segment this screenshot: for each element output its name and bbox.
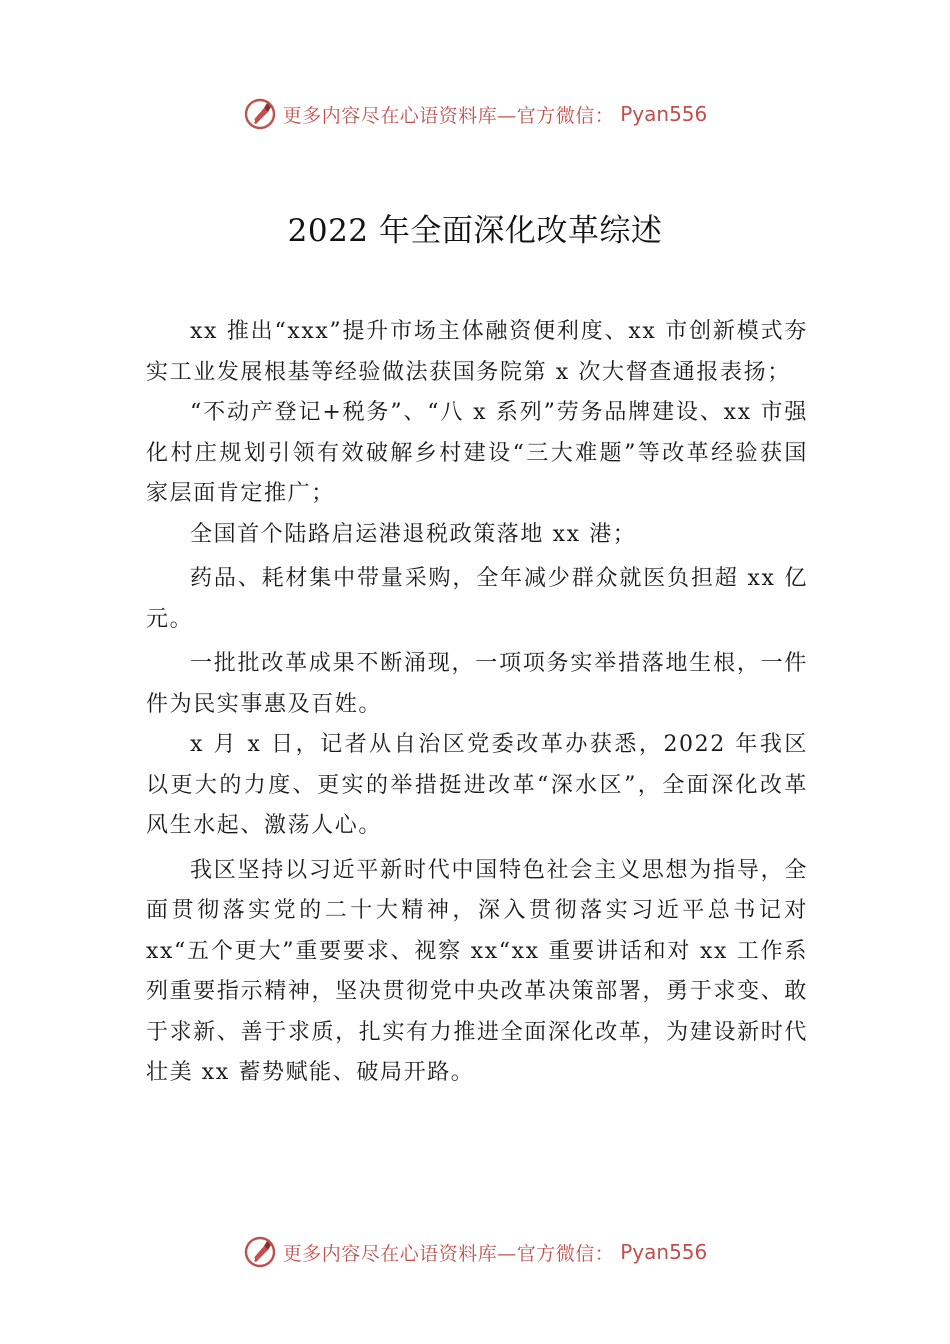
header-banner <box>0 92 950 136</box>
paragraph: 一批批改革成果不断涌现，一项项务实举措落地生根，一件件为民实事惠及百姓。 <box>146 651 808 717</box>
paragraph: xx 推出“xxx”提升市场主体融资便利度、xx 市创新模式夯实工业发展根基等经验做法获国务院第 x 次大督查通报表扬； <box>146 319 808 385</box>
wechat-id: Pyan556 <box>620 102 708 126</box>
banner-text: 更多内容尽在心语资料库—官方微信： <box>282 1242 615 1265</box>
wechat-id: Pyan556 <box>620 1240 708 1264</box>
paragraph: 我区坚持以习近平新时代中国特色社会主义思想为指导，全面贯彻落实党的二十大精神，深入贯彻落实习近平总书记对 xx“五个更大”重要要求、视察 xx“xx 重要讲话和对 xx 工作系列重要指示精神，坚决贯彻党中央改革决策部署，勇于求变、敢于求新、善于求质，扎实有力推进全面深化改革，为建设新时代壮美 xx 蓄势赋能、破局开路。 <box>146 857 808 1085</box>
pen-nib-logo-icon <box>243 1235 277 1269</box>
paragraph: x 月 x 日，记者从自治区党委改革办获悉，2022 年我区以更大的力度、更实的举措挺进改革“深水区”，全面深化改革风生水起、激荡人心。 <box>146 732 808 838</box>
paragraph: 药品、耗材集中带量采购，全年减少群众就医负担超 xx 亿元。 <box>146 566 808 632</box>
document-body <box>146 312 808 1094</box>
pen-nib-logo-icon <box>243 97 277 131</box>
banner-text: 更多内容尽在心语资料库—官方微信： <box>282 104 615 127</box>
footer-banner <box>0 1230 950 1274</box>
paragraph: 全国首个陆路启运港退税政策落地 xx 港； <box>190 521 637 547</box>
document-title: 2022 年全面深化改革综述 <box>287 213 663 249</box>
paragraph: “不动产登记+税务”、“八 x 系列”劳务品牌建设、xx 市强化村庄规划引领有效破解乡村建设“三大难题”等改革经验获国家层面肯定推广； <box>146 400 808 506</box>
